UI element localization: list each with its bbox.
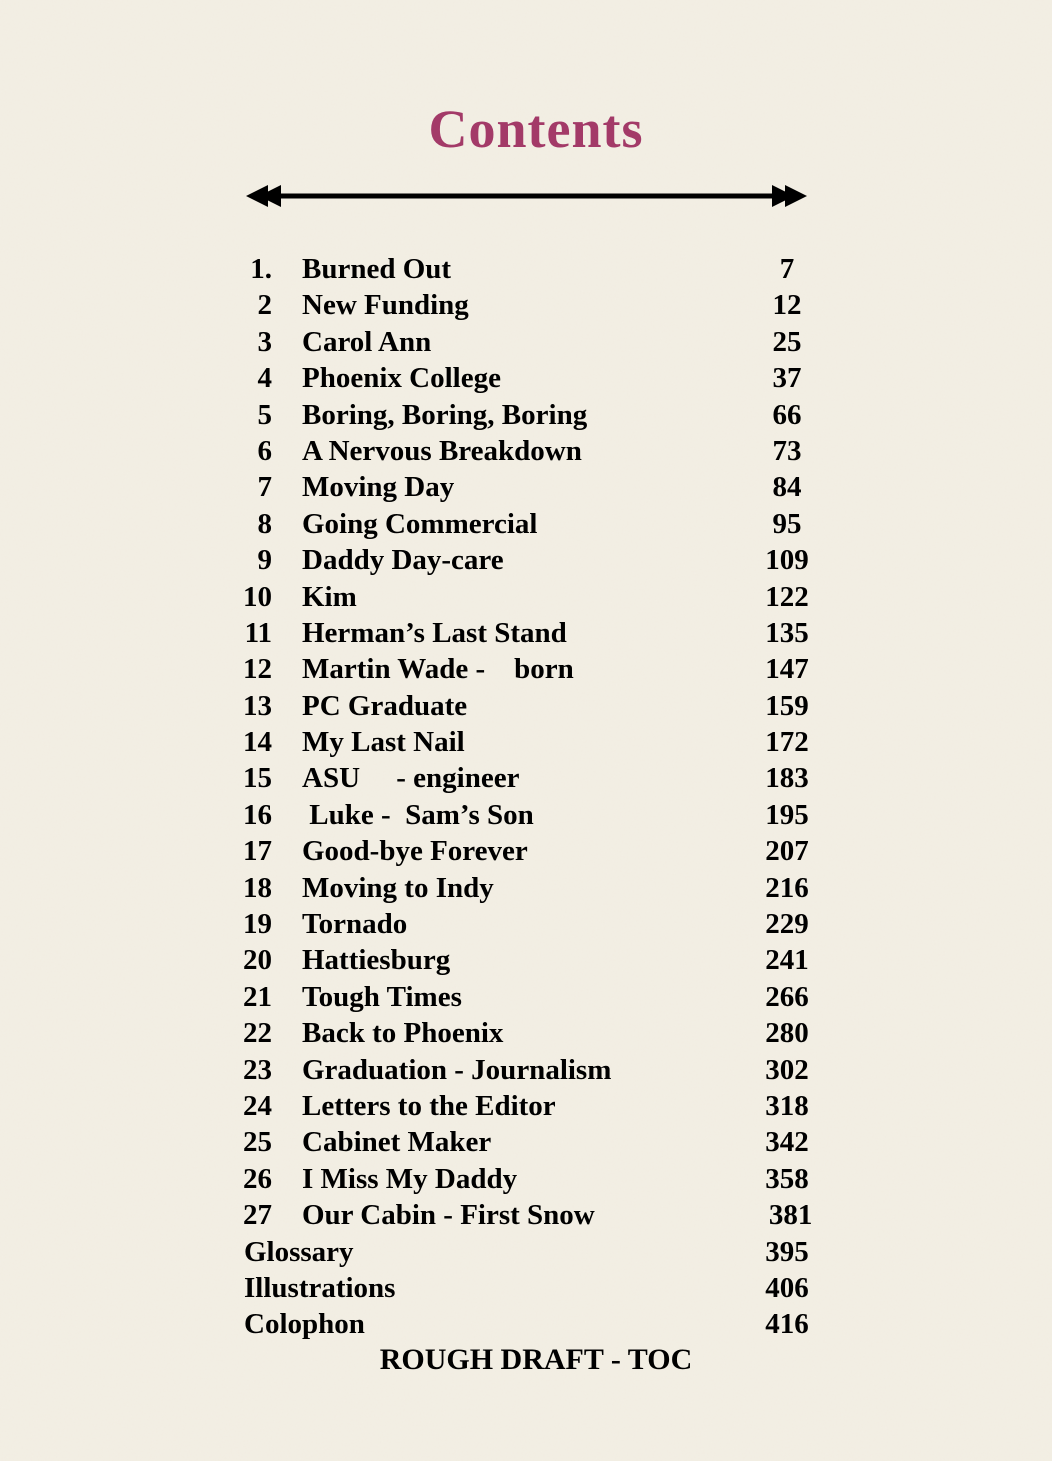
page-number: 207 [765, 835, 809, 868]
page-number: 183 [765, 762, 809, 795]
chapter-title: Graduation - Journalism [302, 1053, 612, 1086]
chapter-title: Luke - Sam’s Son [302, 798, 534, 831]
toc-row [240, 906, 830, 942]
chapter-number: 9 [257, 544, 272, 577]
chapter-title: Our Cabin - First Snow [302, 1199, 595, 1232]
page-number: 135 [765, 616, 809, 649]
chapter-number: 13 [243, 689, 272, 722]
chapter-title: Illustrations [244, 1271, 396, 1304]
chapter-number: 11 [244, 616, 272, 649]
chapter-title: Back to Phoenix [302, 1017, 504, 1050]
chapter-title: Tornado [302, 908, 408, 941]
toc-row [240, 324, 830, 360]
chapter-title: Phoenix College [302, 362, 501, 395]
chapter-number: 16 [243, 798, 272, 831]
toc-row [240, 1052, 830, 1088]
chapter-number: 12 [243, 653, 272, 686]
chapter-number: 20 [243, 944, 272, 977]
toc-row [240, 688, 830, 724]
page-number: 147 [765, 653, 809, 686]
draft-note: ROUGH DRAFT - TOC [379, 1343, 693, 1376]
page-number: 109 [765, 544, 809, 577]
page-number: 216 [765, 871, 809, 904]
toc-row [240, 1015, 830, 1051]
chapter-number: 22 [243, 1017, 272, 1050]
chapter-title: I Miss My Daddy [302, 1162, 518, 1195]
chapter-title: Kim [302, 580, 357, 613]
chapter-number: 23 [243, 1053, 272, 1086]
page-number: 12 [772, 289, 802, 322]
chapter-number: 27 [243, 1199, 272, 1232]
toc-row [240, 870, 830, 906]
chapter-title: Herman’s Last Stand [302, 616, 567, 649]
toc-row [240, 1124, 830, 1160]
page-number: 159 [765, 689, 809, 722]
chapter-title: My Last Nail [302, 726, 465, 759]
toc-row [240, 979, 830, 1015]
toc-row [240, 1197, 830, 1233]
toc-row [240, 1161, 830, 1197]
toc-row [240, 1234, 830, 1270]
toc-row [240, 469, 830, 505]
chapter-number: 2 [257, 289, 272, 322]
chapter-title: Moving to Indy [302, 871, 494, 904]
toc-list [240, 251, 830, 1343]
toc-row [240, 542, 830, 578]
chapter-title: Going Commercial [302, 507, 538, 540]
toc-row [240, 1306, 830, 1342]
chapter-title: ASU - engineer [302, 762, 520, 795]
chapter-number: 25 [243, 1126, 272, 1159]
chapter-title: Martin Wade - born [302, 653, 574, 686]
chapter-title: Tough Times [302, 980, 462, 1013]
chapter-title: Letters to the Editor [302, 1089, 556, 1122]
chapter-number: 6 [257, 434, 272, 467]
toc-row [240, 833, 830, 869]
chapter-number: 5 [257, 398, 272, 431]
chapter-title: Hattiesburg [302, 944, 451, 977]
chapter-number: 7 [257, 471, 272, 504]
chapter-number: 8 [257, 507, 272, 540]
page-title: Contents [428, 99, 644, 159]
toc-row [240, 615, 830, 651]
chapter-title: Moving Day [302, 471, 455, 504]
toc-row [240, 360, 830, 396]
page-number: 84 [772, 471, 802, 504]
toc-row [240, 251, 830, 287]
chapter-number: 15 [243, 762, 272, 795]
toc-row [240, 1270, 830, 1306]
chapter-title: Cabinet Maker [302, 1126, 492, 1159]
page-number: 122 [765, 580, 809, 613]
page-number: 73 [772, 434, 802, 467]
toc-row [240, 397, 830, 433]
page-number: 381 [761, 1199, 813, 1232]
page-number: 7 [779, 253, 795, 285]
page-number: 195 [765, 798, 809, 831]
chapter-title: New Funding [302, 289, 469, 322]
toc-row [240, 1088, 830, 1124]
chapter-title: Daddy Day-care [302, 544, 504, 577]
chapter-number: 4 [257, 362, 272, 395]
chapter-number: 10 [243, 580, 272, 613]
page-number: 241 [765, 944, 809, 977]
page-number: 66 [772, 398, 802, 431]
toc-row [240, 724, 830, 760]
toc-row [240, 797, 830, 833]
chapter-number: 21 [243, 980, 272, 1013]
page-number: 95 [772, 507, 802, 540]
chapter-number: 17 [243, 835, 272, 868]
chapter-title: Boring, Boring, Boring [302, 398, 588, 431]
page-number: 342 [765, 1126, 809, 1159]
page-number: 37 [772, 362, 802, 395]
page-number: 318 [765, 1089, 809, 1122]
page-number: 266 [765, 980, 809, 1013]
page-number: 416 [765, 1308, 809, 1341]
double-arrow-icon [244, 183, 809, 209]
chapter-number: 14 [243, 726, 272, 759]
chapter-number: 26 [243, 1162, 272, 1195]
chapter-number: 1. [250, 253, 272, 285]
chapter-number: 24 [243, 1089, 272, 1122]
toc-row [240, 433, 830, 469]
chapter-number: 3 [257, 325, 272, 358]
page-number: 229 [765, 908, 809, 941]
toc-row [240, 287, 830, 323]
chapter-title: Glossary [244, 1235, 354, 1268]
page-number: 172 [765, 726, 809, 759]
page-number: 406 [765, 1271, 809, 1304]
page-number: 395 [765, 1235, 809, 1268]
chapter-number: 19 [243, 908, 272, 941]
chapter-title: Colophon [244, 1308, 365, 1341]
toc-row [240, 651, 830, 687]
chapter-title: Good-bye Forever [302, 835, 528, 868]
toc-row [240, 760, 830, 796]
chapter-title: Carol Ann [302, 325, 432, 358]
toc-row [240, 506, 830, 542]
toc-row [240, 579, 830, 615]
toc-row [240, 942, 830, 978]
page-number: 302 [765, 1053, 809, 1086]
chapter-number: 18 [243, 871, 272, 904]
double-arrow-divider [244, 183, 809, 209]
chapter-title: A Nervous Breakdown [302, 434, 582, 467]
page-number: 25 [772, 325, 802, 358]
page-number: 280 [765, 1017, 809, 1050]
page-number: 358 [765, 1162, 809, 1195]
chapter-title: Burned Out [302, 253, 452, 285]
chapter-title: PC Graduate [302, 689, 468, 722]
